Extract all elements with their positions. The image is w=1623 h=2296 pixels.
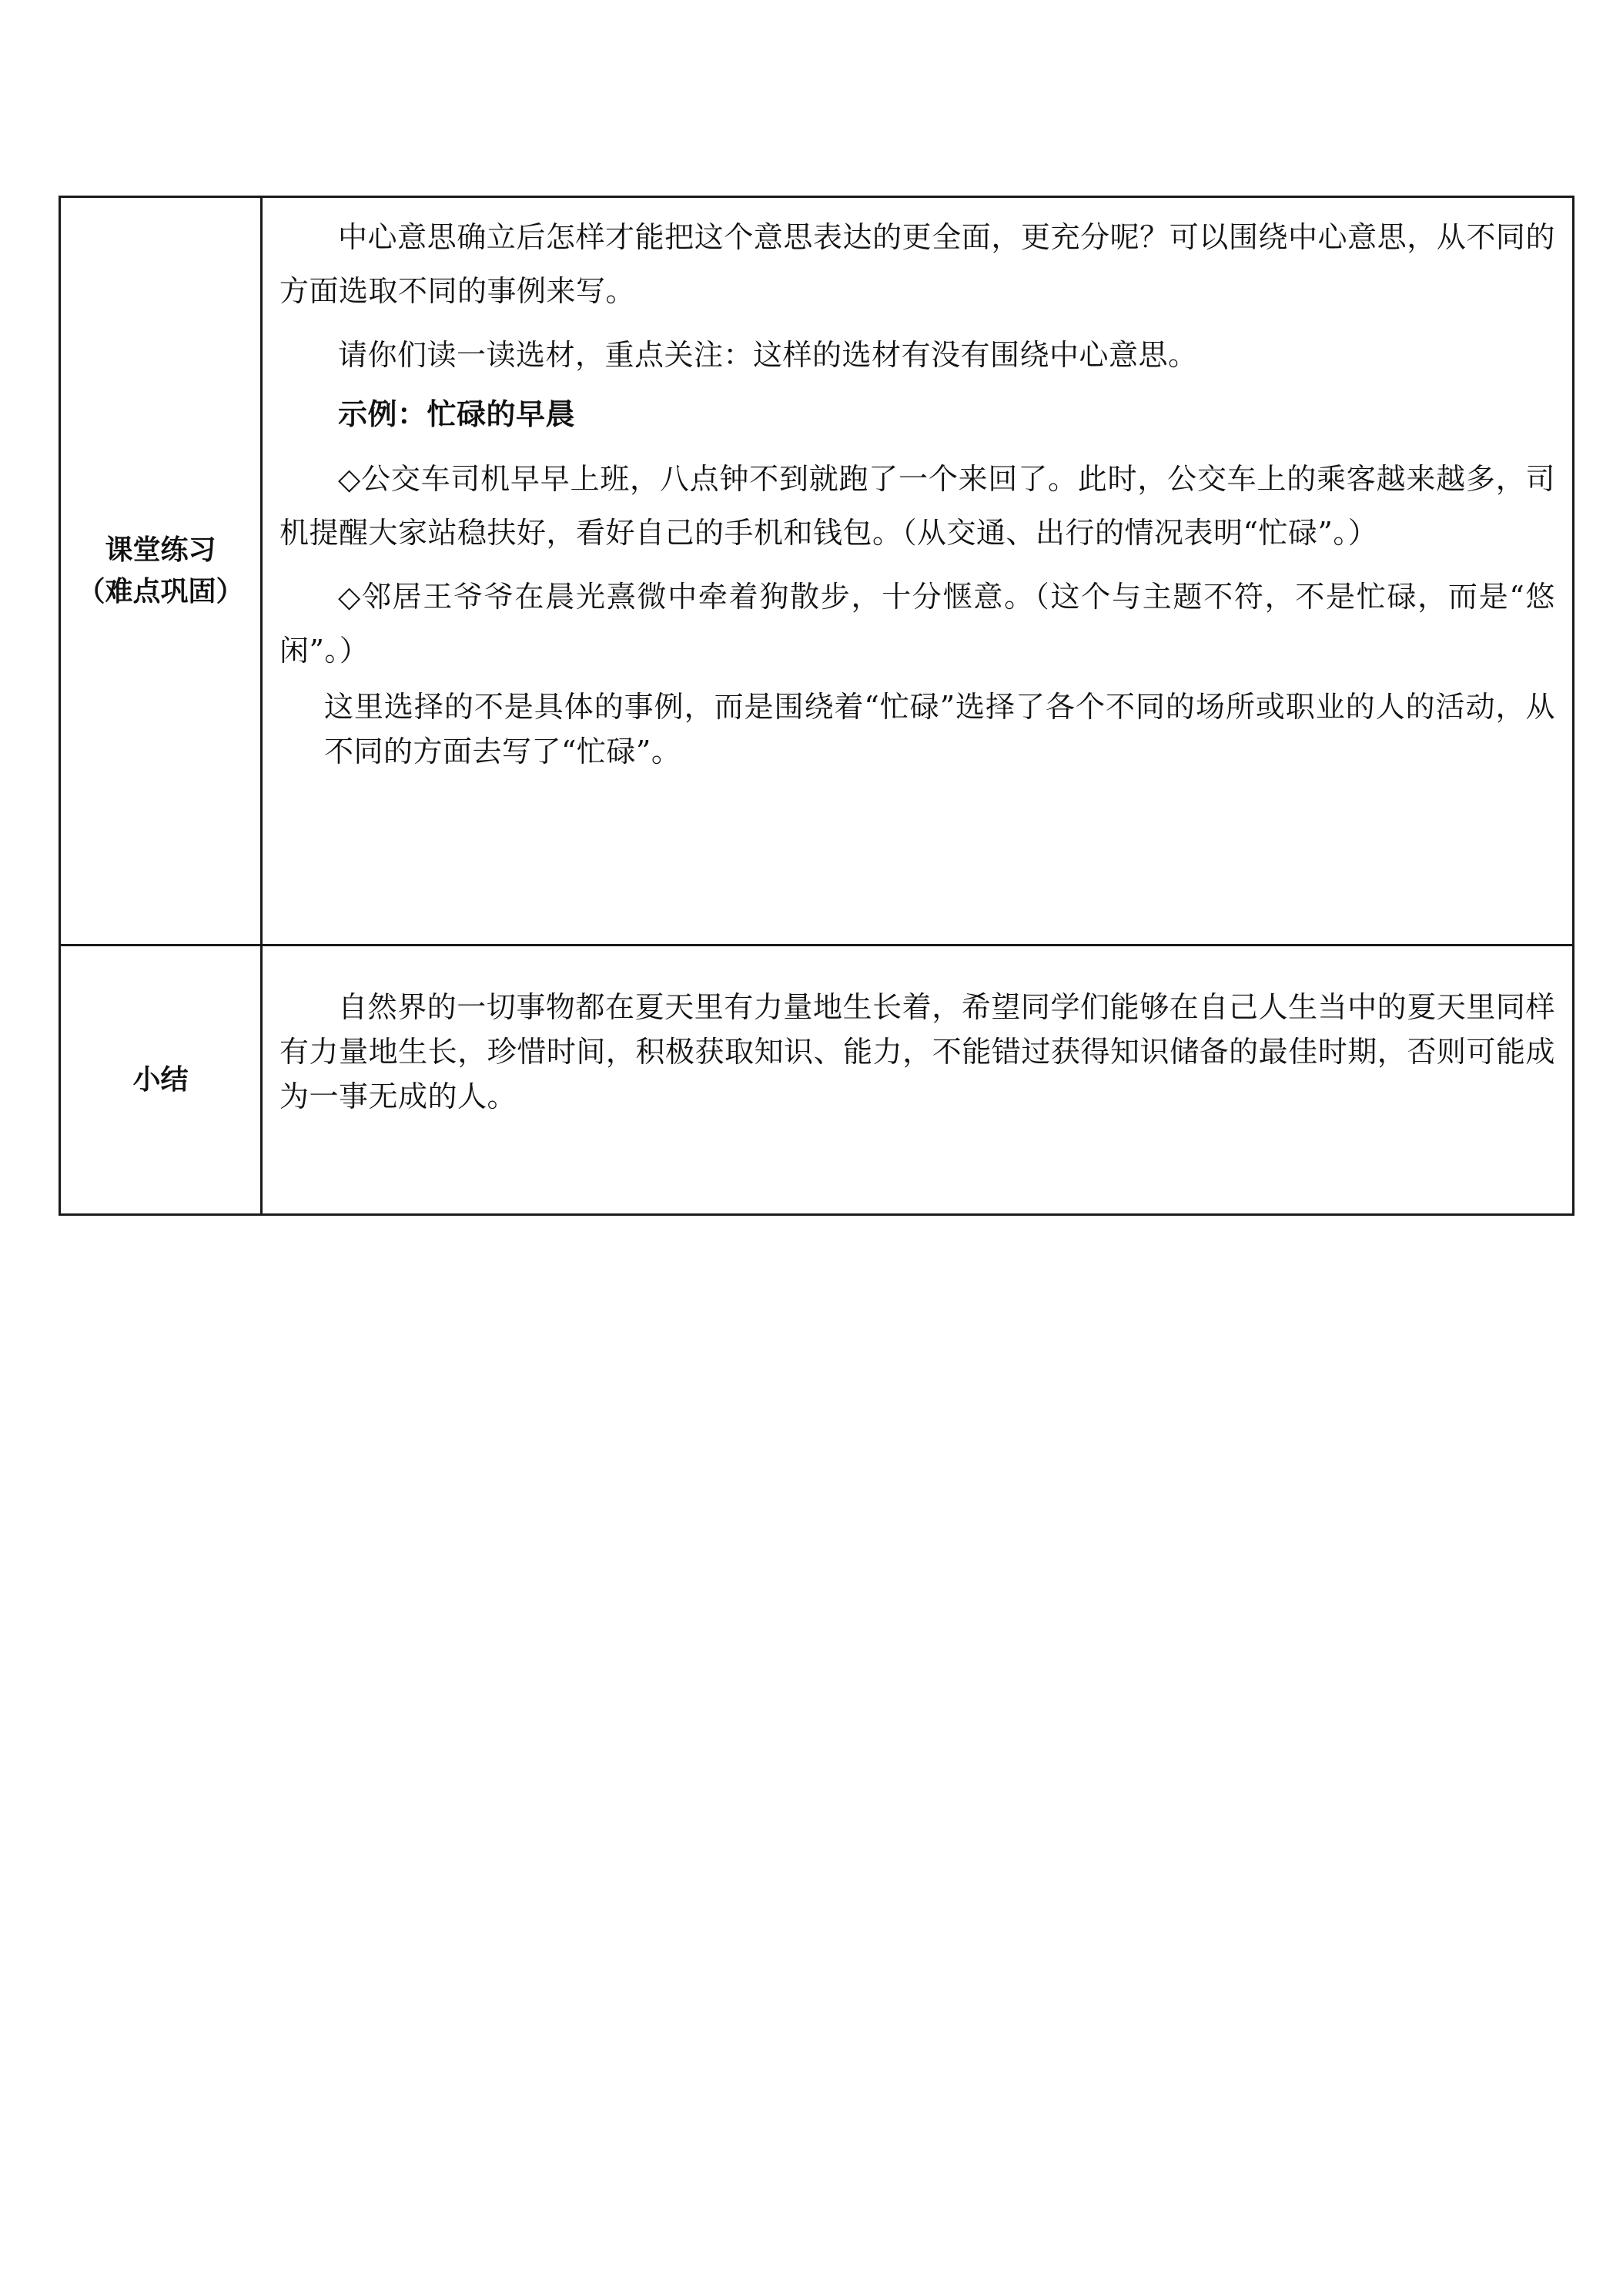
example-item-neighbor: ◇邻居王爷爷在晨光熹微中牵着狗散步，十分惬意。（这个与主题不符，不是忙碌，而是“悠闲”。）: [279, 580, 1555, 668]
summary-paragraph: 自然界的一切事物都在夏天里有力量地生长着，希望同学们能够在自己人生当中的夏天里同样有力量地生长，珍惜时间，积极获取知识、能力，不能错过获得知识储备的最佳时期，否则可能成为一事无成的人。: [279, 990, 1555, 1113]
row-content-summary: [262, 946, 1574, 1215]
example-item-bus-driver: ◇公交车司机早早上班，八点钟不到就跑了一个来回了。此时，公交车上的乘客越来越多，司机提醒大家站稳扶好，看好自己的手机和钱包。（从交通、出行的情况表明“忙碌”。）: [279, 462, 1555, 550]
row-label-practice-title: 课堂练习: [105, 534, 216, 566]
row-label-summary: [60, 946, 262, 1215]
table-row-summary: [60, 946, 1574, 1215]
practice-conclusion-paragraph: 这里选择的不是具体的事例，而是围绕着“忙碌”选择了各个不同的场所或职业的人的活动，从不同的方面去写了“忙碌”。: [324, 690, 1555, 768]
row-label-practice-subtitle: （难点巩固）: [77, 575, 244, 607]
row-label-summary-title: 小结: [132, 1063, 189, 1096]
example-title: 示例：忙碌的早晨: [338, 397, 576, 431]
table-row-practice: [60, 197, 1574, 946]
lesson-plan-table: [59, 196, 1574, 1216]
practice-instruction-paragraph: 请你们读一读选材，重点关注：这样的选材有没有围绕中心意思。: [338, 338, 1198, 372]
practice-intro-paragraph: 中心意思确立后怎样才能把这个意思表达的更全面，更充分呢？可以围绕中心意思，从不同的方面选取不同的事例来写。: [279, 220, 1555, 308]
row-content-practice: [262, 197, 1574, 946]
row-label-practice: [60, 197, 262, 946]
